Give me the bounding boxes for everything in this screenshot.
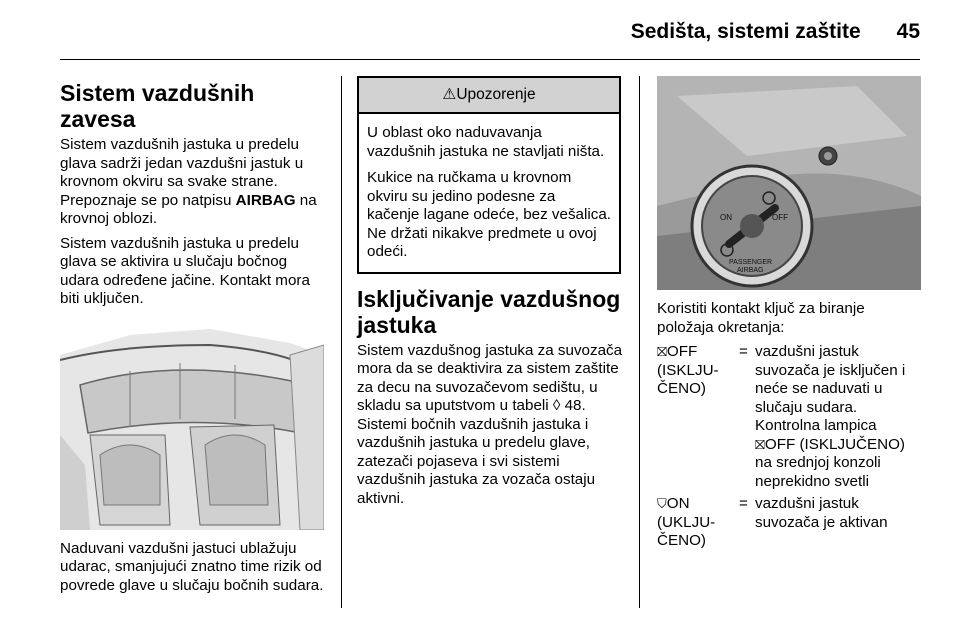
warning-paragraph-1: U oblast oko naduvavanja vazdušnih jastuka ne stavljati ništa. [367,124,605,160]
section-heading-curtain-airbag: Sistem vazdušnih zavesa [60,80,255,132]
equals-sign: = [739,495,748,512]
section-heading-deactivation: Isključivanje vazdušnog jastuka [357,285,621,338]
warning-box [357,76,621,274]
position-on-term [657,495,739,551]
paragraph-switch-intro: Koristiti kontakt ključ za biranje položaja okretanja: [657,300,865,336]
switch-positions-list [657,343,921,555]
text-run: Sistem vazdušnih jastuka u predelu glava sadrži jedan vazdušni jastuk u krovnom okviru sa svake strane. Prepoznaje se po natpisu [60,136,304,209]
paragraph-curtain-activation: Sistem vazdušnih jastuka u predelu glava se aktivira u slučaju bočnog udara određene jačine. Kontakt mora biti uključen. [60,234,310,307]
text-run: OFF (ISKLJUČENO) na srednjoj konzoli neprekidno svetli [755,435,905,490]
warning-icon: ⚠ [442,86,457,103]
page-reference-icon: ◊ [552,397,561,414]
position-off-definition [755,343,921,491]
column-divider-2 [639,76,640,608]
switch-off-label: OFF [772,213,788,222]
switch-passenger-label: PASSENGER [729,259,773,266]
header-title: Sedišta, sistemi zaštite [630,20,861,43]
page-number: 45 [896,20,920,43]
airbag-on-icon: ⛉ [657,496,667,511]
column-3 [657,76,921,555]
term-text: OFF (ISKLJU-ČENO) [657,343,719,397]
header-text [631,20,920,44]
airbag-off-icon: ⛝ [755,436,765,452]
airbag-off-icon: ⛝ [657,344,667,359]
illustration-caption: Naduvani vazdušni jastuci ublažuju udarac, smanjujući znatno time rizik od povrede glave u slučaju bočnih sudara. [60,539,324,594]
column-divider-1 [341,76,342,608]
term-text: ON (UKLJU-ČENO) [657,495,716,549]
position-off-term [657,343,739,491]
warning-body [359,114,619,272]
position-on-definition: vazdušni jastuk suvozača je aktivan [755,495,888,531]
switch-airbag-label: AIRBAG [737,267,764,274]
paragraph-deactivation [357,342,627,509]
airbag-switch-photo [657,76,921,290]
column-1 [60,80,324,601]
switch-on-label: ON [720,213,732,222]
curtain-airbag-illustration [60,315,324,530]
equals-sign: = [739,343,748,360]
warning-paragraph-2: Kukice na ručkama u krovnom okviru su jedino podesne za kačenje lagane odeće, bez vešalica. Ne držati nikakve predmete u ovoj odeći. [367,169,612,260]
page-header [60,14,920,60]
text-run: vazdušni jastuk suvozača je isključen i neće se naduvati u slučaju sudara. Kontrolna lampica [755,343,906,434]
column-2 [357,76,627,514]
paragraph-curtain-intro [60,136,324,229]
header-rule [60,59,920,60]
airbag-label: AIRBAG [235,191,296,209]
warning-title: Upozorenje [456,86,536,103]
text-run: Sistem vazdušnog jastuka za suvozača mora da se deaktivira za sistem zaštite za decu na suvozačevom sedištu, u skladu sa uputstvom u tabeli [357,341,623,414]
text-run: 48. Sistemi bočnih vazdušnih jastuka i vazdušnih jastuka u predelu glave, zatezači pojaseva i svi sistemi vazdušnih jastuka za vozača ostaju aktivni. [357,397,596,507]
warning-header [359,78,619,114]
text-run: na krovnoj oblozi. [60,191,317,227]
